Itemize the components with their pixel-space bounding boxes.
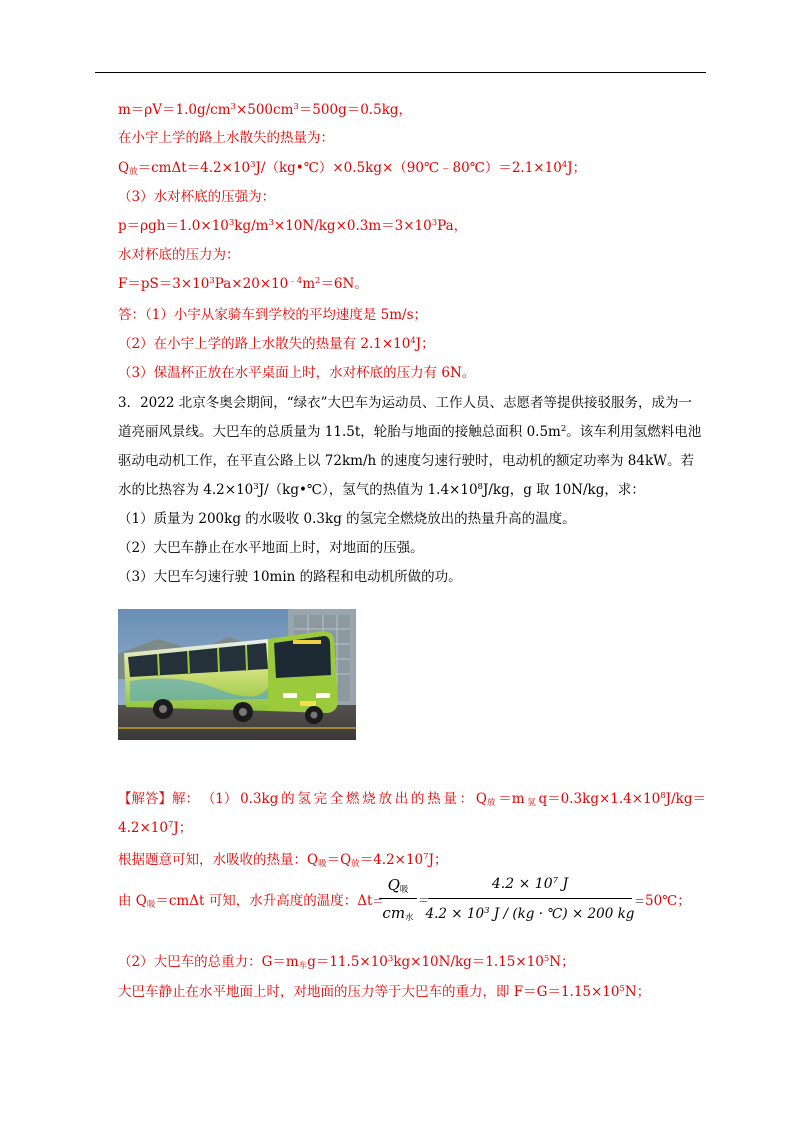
formula-result: ＝50℃； [634,893,691,909]
prev-line-4: （3）水对杯底的压强为： [118,189,276,205]
answer-line-4: 由 $Q_吸=cm\Delta t$ 可知，水升高度的温度：Δt＝ [118,893,384,910]
answer-line-5: （2）大巴车的总重力：$G=m_车g=11.5\times 10^3kg\times 10N/kg=1.15\times 10^5N$； [118,954,575,971]
fraction-2-bar [428,898,632,899]
prev-line-2: 在小宇上学的路上水散失的热量为： [118,130,334,146]
question-line-1: 3．2022 北京冬奥会期间，“绿衣”大巴车为运动员、工作人员、志愿者等提供接驳服务，成为一 [118,395,693,411]
bus-photo [118,609,356,740]
question-line-2: 道亮丽风景线。大巴车的总质量为 11.5t，轮胎与地面的接触总面积 $0.5m^2$。该车利用氢燃料电池 [118,424,702,440]
equals-sign: ＝ [418,894,429,907]
question-line-3: 驱动电动机工作，在平直公路上以 72km/h 的速度匀速行驶时，电动机的额定功率为 84kW。若 [118,453,695,469]
fraction-1-denominator: $cm_水$ [382,904,414,923]
answer-line-6: 大巴车静止在水平地面上时，对地面的压力等于大巴车的重力，即 $F=G=1.15\times 10^5N$； [118,984,651,1000]
prev-line-9: （2）在小宇上学的路上水散失的热量有 $2.1\times 10^4J$； [118,336,435,352]
prev-line-5: $p=\rho gh=1.0\times 10^3kg/m^3\times 10N/kg\times 0.3m=3\times 10^3Pa$， [118,218,468,234]
fraction-1-numerator: $Q_吸$ [387,876,409,895]
answer-line-1: 【解答】解： （1） 0.3kg 的 氢 完 全 燃 烧 放 出 的 热 量 ： $Q_放$ ＝m $_氢$ $q=0.3kg\times 1.4\times 10^8J/kg=$ [118,791,706,808]
prev-line-6: 水对杯底的压力为： [118,247,240,263]
fraction-2-denominator: $4.2 \times 10^3$ J / (kg · ℃) × 200 kg [425,906,635,922]
prev-line-10: （3）保温杯正放在水平桌面上时，水对杯底的压力有 6N。 [118,365,476,381]
fraction-1-bar [379,898,417,899]
fraction-2-numerator: $4.2 \times 10^7$ J [491,876,569,892]
header-rule [95,72,706,73]
prev-line-3: $Q_放=cm\Delta t=4.2\times 10^3J/(kg•℃)\times 0.5kg\times(90℃﹣80℃)=2.1\times 10^4J$； [118,160,587,177]
prev-line-1: $m=\rho V=1.0g/cm^3\times 500cm^3=500g=0.5kg$， [118,102,413,118]
question-line-6: （2）大巴车静止在水平地面上时，对地面的压强。 [118,540,424,556]
prev-line-8: 答：（1）小宇从家骑车到学校的平均速度是 5m/s； [118,307,427,323]
question-line-4: 水的比热容为 $4.2\times 10^3J/(kg•℃)$，氢气的热值为 $1.4\times 10^8J/kg$，g 取 10N/kg，求： [118,482,645,498]
question-line-7: （3）大巴车匀速行驶 10min 的路程和电动机所做的功。 [118,569,462,585]
answer-line-2: $4.2\times 10^7J$； [118,820,193,836]
question-line-5: （1）质量为 200kg 的水吸收 0.3kg 的氢完全燃烧放出的热量升高的温度。 [118,511,576,527]
prev-line-7: $F=pS=3\times 10^3Pa\times 20\times 10^{﹣4}m^2=6N$。 [118,276,368,292]
answer-line-3: 根据题意可知，水吸收的热量：$Q_吸=Q_放=4.2\times 10^7J$； [118,852,448,869]
